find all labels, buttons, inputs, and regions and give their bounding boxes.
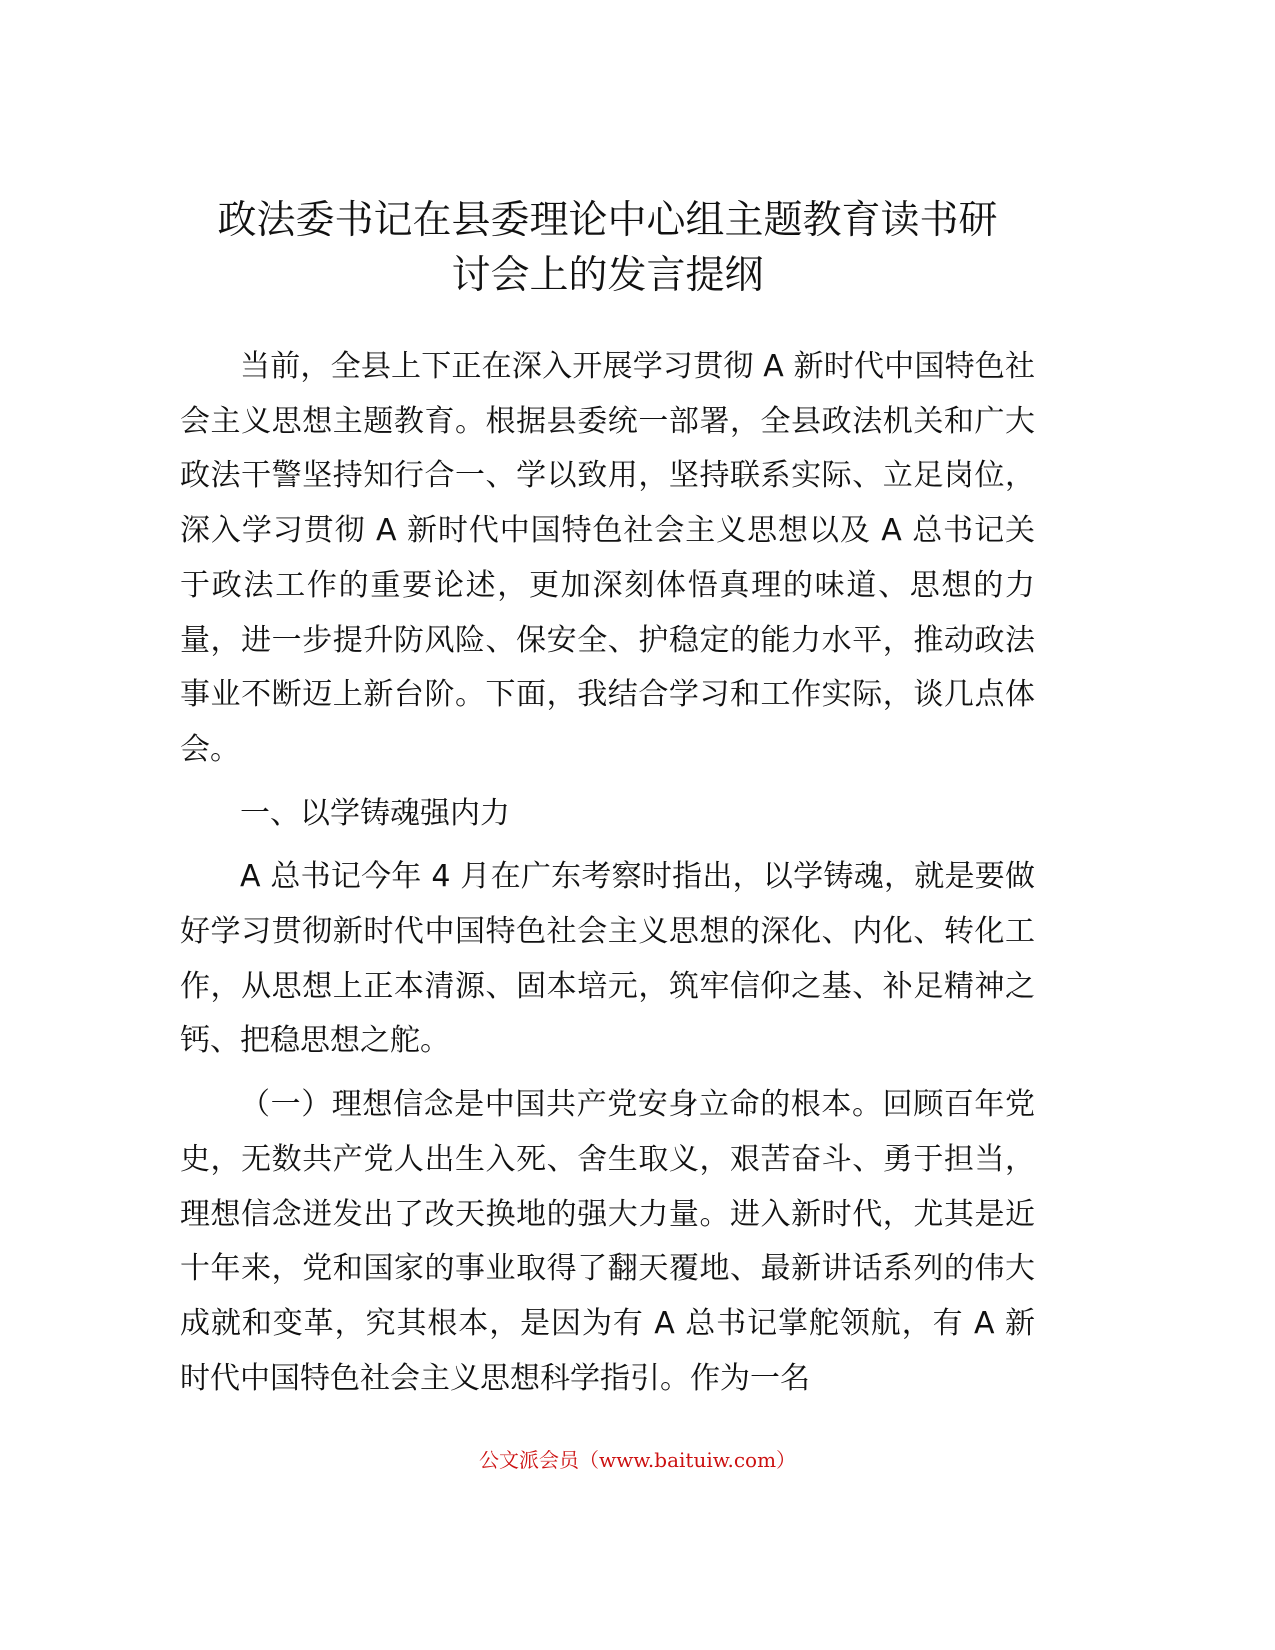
- footer-watermark[interactable]: 公文派会员（www.baituiw.com）: [478, 1448, 797, 1472]
- paragraph-section-1: A 总书记今年 4 月在广东考察时指出，以学铸魂，就是要做好学习贯彻新时代中国特色社会主义思想的深化、内化、转化工作，从思想上正本清源、固本培元，筑牢信仰之基、补足精神之钙、把稳思想之舵。: [180, 859, 1035, 1059]
- document-body: [180, 340, 1035, 1415]
- title-line-1: 政法委书记在县委理论中心组主题教育读书研: [217, 198, 998, 243]
- title-line-2: 讨会上的发言提纲: [451, 253, 764, 298]
- paragraph-subsection-1: （一）理想信念是中国共产党安身立命的根本。回顾百年党史，无数共产党人出生入死、舍生取义，艰苦奋斗、勇于担当，理想信念迸发出了改天换地的强大力量。进入新时代，尤其是近十年来，党和国家的事业取得了翻天覆地、最新讲话系列的伟大成就和变革，究其根本，是因为有 A 总书记掌舵领航，有 A 新时代中国特色社会主义思想科学指引。作为一名: [180, 1087, 1035, 1396]
- paragraph-intro: 当前，全县上下正在深入开展学习贯彻 A 新时代中国特色社会主义思想主题教育。根据县委统一部署，全县政法机关和广大政法干警坚持知行合一、学以致用，坚持联系实际、立足岗位，深入学习贯彻 A 新时代中国特色社会主义思想以及 A 总书记关于政法工作的重要论述，更加深刻体悟真理的味道、思想的力量，进一步提升防风险、保安全、护稳定的能力水平，推动政法事业不断迈上新台阶。下面，我结合学习和工作实际，谈几点体会。: [180, 349, 1035, 767]
- document-title: [180, 193, 1035, 303]
- section-heading-1: 一、以学铸魂强内力: [240, 795, 510, 831]
